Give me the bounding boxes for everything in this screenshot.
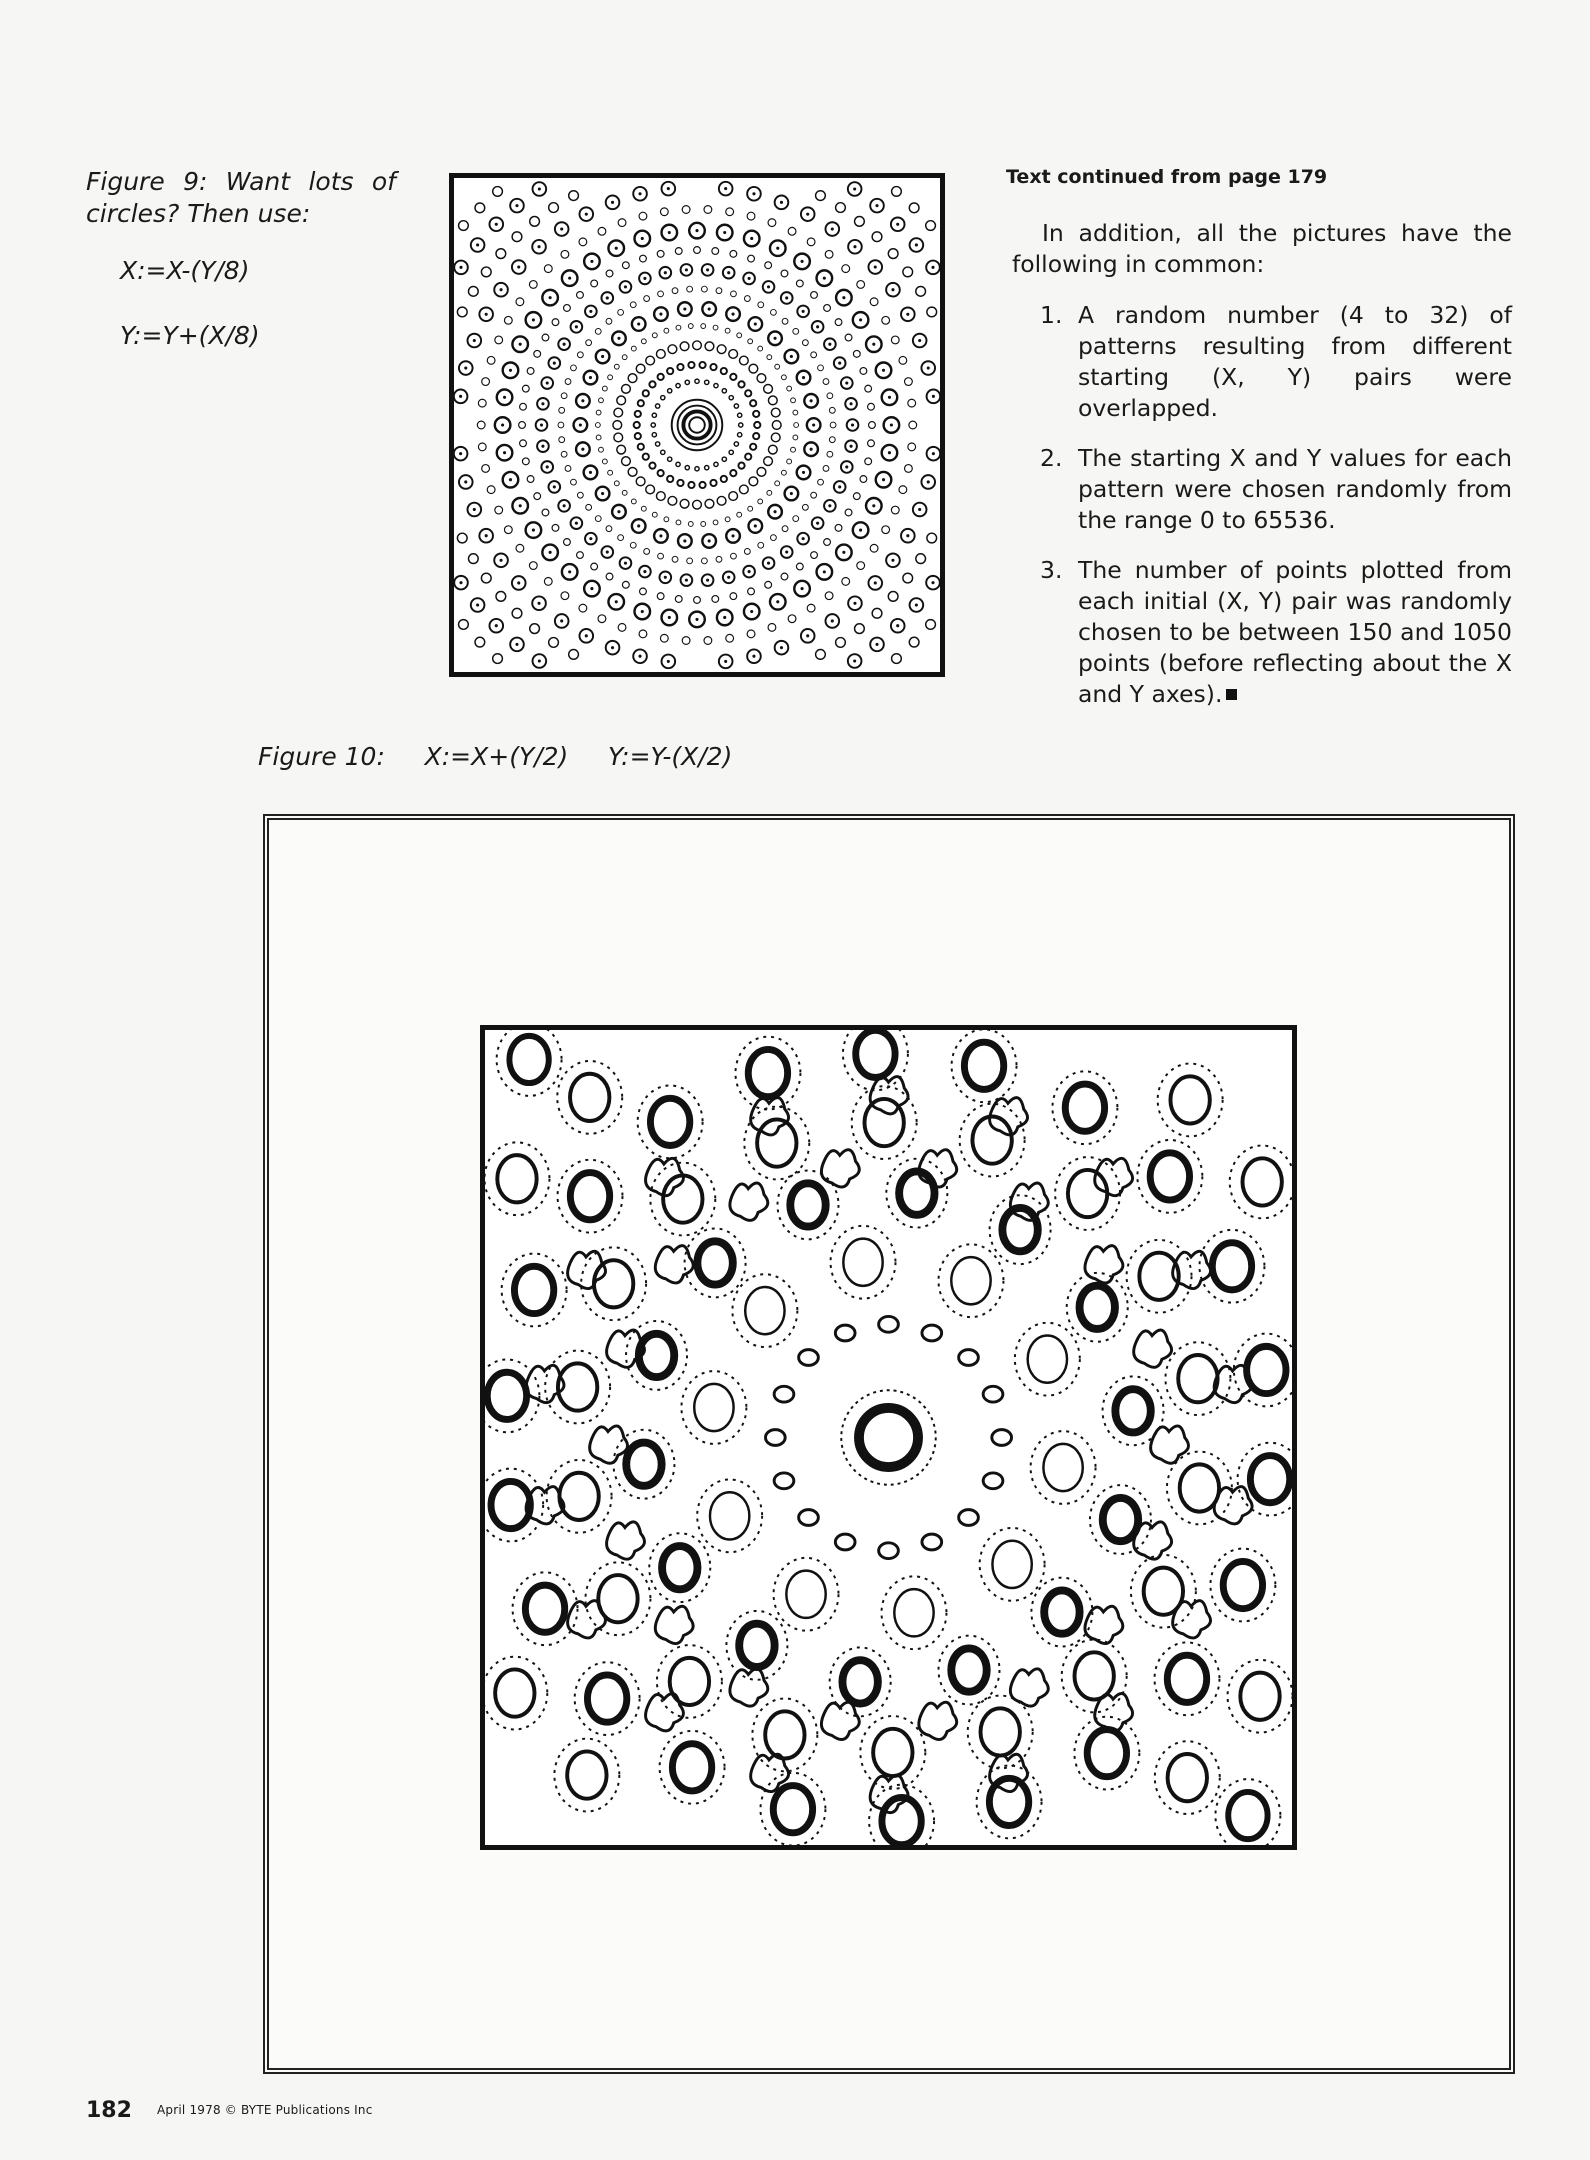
list-item-text: The number of points plotted from each initial (X, Y) pair was randomly chosen to be between 150 and 1050 points (before reflecting about the X and Y axes).: [1078, 556, 1512, 708]
list-item: [1040, 555, 1512, 710]
figure-9-caption: Figure 9: Want lots of circles? Then use:: [86, 167, 396, 228]
figure-9-image: [449, 173, 945, 677]
figure-9-formula-y: Y:=Y+(X/8): [120, 321, 260, 350]
list-item-number: 1.: [1040, 301, 1063, 329]
list-item-text: A random number (4 to 32) of patterns resulting from different starting (X, Y) pairs were overlapped.: [1078, 301, 1512, 422]
continued-from-note: Text continued from page 179: [1006, 166, 1328, 188]
list-item-text: The starting X and Y values for each pattern were chosen randomly from the range 0 to 65536.: [1078, 444, 1512, 534]
figure-9-circle-pattern: [454, 178, 940, 672]
common-features-list: [1040, 300, 1512, 729]
page-number: 182: [86, 2098, 132, 2123]
figure-10-label: Figure 10:: [258, 742, 385, 771]
list-item-number: 3.: [1040, 556, 1063, 584]
figure-10-formula-y: Y:=Y-(X/2): [608, 742, 733, 771]
figure-10-caption: [258, 742, 732, 771]
figure-10-pattern: [485, 1030, 1292, 1845]
article-intro-paragraph: In addition, all the pictures have the following in common:: [1012, 219, 1512, 278]
list-item: [1040, 300, 1512, 424]
end-of-article-mark: [1226, 689, 1237, 700]
list-item-number: 2.: [1040, 444, 1063, 472]
figure-10-formula-x: X:=X+(Y/2): [424, 742, 569, 771]
list-item: [1040, 443, 1512, 536]
figure-9-formula-x: X:=X-(Y/8): [120, 256, 250, 285]
footer-credit: April 1978 © BYTE Publications Inc: [157, 2103, 373, 2117]
figure-10-image: [480, 1025, 1297, 1850]
